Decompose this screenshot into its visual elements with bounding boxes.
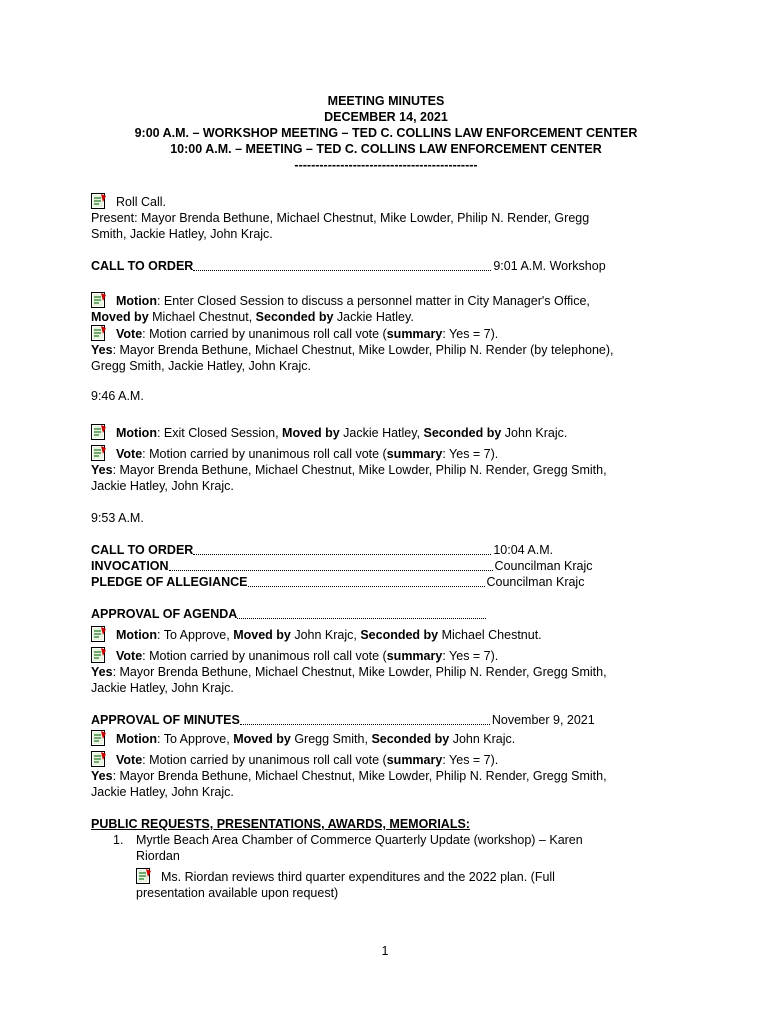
- time-953: 9:53 A.M.: [91, 511, 144, 525]
- header-date: DECEMBER 14, 2021: [324, 110, 448, 124]
- roll-call-line: [91, 193, 681, 210]
- vote-text: : Motion carried by unanimous roll call vote (: [142, 753, 387, 767]
- yes-label: Yes: [91, 769, 113, 783]
- approval-minutes-label: APPROVAL OF MINUTES: [91, 713, 240, 727]
- moved-by-label: Moved by: [91, 310, 149, 324]
- yes-minutes-cont: Jackie Hatley, John Krajc.: [91, 785, 234, 799]
- vote-label: Vote: [116, 753, 143, 767]
- seconded-by-name: John Krajc.: [501, 426, 568, 440]
- list-item-text-cont: Riordan: [136, 849, 180, 863]
- summary-label: summary: [386, 753, 443, 767]
- yes-label: Yes: [91, 665, 113, 679]
- moved-by-name: Gregg Smith,: [290, 732, 372, 746]
- page-number: 1: [381, 944, 389, 958]
- dot-leader: [237, 618, 486, 619]
- dot-leader: [193, 270, 491, 271]
- vote-closed-line: [91, 325, 681, 342]
- roll-call-present: Present: Mayor Brenda Bethune, Michael Chestnut, Mike Lowder, Philip N. Render, Gregg: [91, 211, 590, 225]
- list-item-number: 1.: [113, 833, 124, 847]
- yes-minutes-line: [91, 768, 681, 784]
- vote-agenda-line: [91, 647, 681, 664]
- summary-text: : Yes = 7).: [442, 447, 499, 461]
- motion-label: Motion: [116, 426, 157, 440]
- yes-exit-cont: Jackie Hatley, John Krajc.: [91, 479, 234, 493]
- seconded-by-name: John Krajc.: [449, 732, 516, 746]
- note-icon: [91, 424, 108, 440]
- agenda-row: [91, 542, 681, 558]
- motion-exit-line: [91, 424, 681, 441]
- yes-text: : Mayor Brenda Bethune, Michael Chestnut, Mike Lowder, Philip N. Render, Gregg Smith,: [112, 665, 607, 679]
- header-workshop-line: 9:00 A.M. – WORKSHOP MEETING – TED C. COLLINS LAW ENFORCEMENT CENTER: [134, 126, 638, 140]
- motion-text: : Exit Closed Session,: [156, 426, 283, 440]
- agenda-row-value: Councilman Krajc: [486, 575, 585, 589]
- motion-text: : Enter Closed Session to discuss a personnel matter in City Manager's Office,: [156, 294, 590, 308]
- approval-minutes-heading: [91, 712, 681, 728]
- moved-by-label: Moved by: [282, 426, 340, 440]
- note-icon: [91, 647, 108, 663]
- yes-exit-line: [91, 462, 681, 478]
- motion-label: Motion: [116, 628, 157, 642]
- agenda-row-label: CALL TO ORDER: [91, 543, 194, 557]
- note-icon: [91, 292, 108, 308]
- agenda-row: [91, 558, 681, 574]
- yes-closed-cont: Gregg Smith, Jackie Hatley, John Krajc.: [91, 359, 311, 373]
- header-title: MEETING MINUTES: [327, 94, 445, 108]
- moved-by-label: Moved by: [233, 628, 291, 642]
- vote-text: : Motion carried by unanimous roll call vote (: [142, 649, 387, 663]
- motion-agenda-line: [91, 626, 681, 643]
- dot-leader: [169, 570, 493, 571]
- vote-text: : Motion carried by unanimous roll call vote (: [142, 447, 387, 461]
- agenda-row-value: Councilman Krajc: [494, 559, 593, 573]
- minutes-page: [91, 93, 681, 901]
- agenda-row: [91, 574, 681, 590]
- seconded-by-label: Seconded by: [255, 310, 334, 324]
- note-icon: [91, 445, 108, 461]
- document-header: [91, 93, 681, 173]
- summary-label: summary: [386, 327, 443, 341]
- presentation-note: [136, 868, 681, 885]
- vote-exit-line: [91, 445, 681, 462]
- yes-label: Yes: [91, 463, 113, 477]
- note-icon: [91, 325, 108, 341]
- call-to-order-label: CALL TO ORDER: [91, 259, 194, 273]
- yes-agenda-cont: Jackie Hatley, John Krajc.: [91, 681, 234, 695]
- summary-text: : Yes = 7).: [442, 649, 499, 663]
- header-separator: --------------------------------------------: [294, 158, 478, 172]
- call-to-order-workshop: [91, 258, 681, 274]
- summary-text: : Yes = 7).: [442, 327, 499, 341]
- seconded-by-name: Jackie Hatley.: [333, 310, 414, 324]
- seconded-by-label: Seconded by: [360, 628, 439, 642]
- vote-label: Vote: [116, 327, 143, 341]
- yes-closed-line: [91, 342, 681, 358]
- public-requests-heading: PUBLIC REQUESTS, PRESENTATIONS, AWARDS, MEMORIALS:: [91, 817, 470, 831]
- motion-text: : To Approve,: [156, 628, 234, 642]
- list-item: [113, 832, 681, 901]
- yes-text: : Mayor Brenda Bethune, Michael Chestnut, Mike Lowder, Philip N. Render, Gregg Smith,: [112, 769, 607, 783]
- yes-text: : Mayor Brenda Bethune, Michael Chestnut, Mike Lowder, Philip N. Render, Gregg Smith,: [112, 463, 607, 477]
- motion-minutes-line: [91, 730, 681, 747]
- vote-text: : Motion carried by unanimous roll call vote (: [142, 327, 387, 341]
- note-icon: [91, 193, 108, 209]
- seconded-by-label: Seconded by: [423, 426, 502, 440]
- motion-closed-moved: [91, 309, 681, 325]
- roll-call-present-cont: Smith, Jackie Hatley, John Krajc.: [91, 227, 273, 241]
- header-meeting-line: 10:00 A.M. – MEETING – TED C. COLLINS LAW ENFORCEMENT CENTER: [170, 142, 602, 156]
- note-icon: [91, 730, 108, 746]
- summary-text: : Yes = 7).: [442, 753, 499, 767]
- note-icon: [136, 868, 153, 884]
- list-item-text: Myrtle Beach Area Chamber of Commerce Quarterly Update (workshop) – Karen: [136, 833, 583, 847]
- dot-leader: [193, 554, 491, 555]
- moved-by-name: Michael Chestnut,: [148, 310, 256, 324]
- approval-minutes-value: November 9, 2021: [491, 713, 595, 727]
- agenda-row-value: 10:04 A.M.: [493, 543, 554, 557]
- vote-minutes-line: [91, 751, 681, 768]
- seconded-by-name: Michael Chestnut.: [438, 628, 542, 642]
- summary-label: summary: [386, 649, 443, 663]
- vote-label: Vote: [116, 649, 143, 663]
- roll-call-title: Roll Call.: [116, 195, 167, 209]
- yes-text: : Mayor Brenda Bethune, Michael Chestnut, Mike Lowder, Philip N. Render (by telephone),: [112, 343, 614, 357]
- note-icon: [91, 626, 108, 642]
- summary-label: summary: [386, 447, 443, 461]
- call-to-order-value: 9:01 A.M. Workshop: [493, 259, 606, 273]
- agenda-row-label: INVOCATION: [91, 559, 169, 573]
- seconded-by-label: Seconded by: [371, 732, 450, 746]
- moved-by-name: John Krajc,: [290, 628, 361, 642]
- agenda-row-label: PLEDGE OF ALLEGIANCE: [91, 575, 248, 589]
- motion-label: Motion: [116, 294, 157, 308]
- motion-label: Motion: [116, 732, 157, 746]
- dot-leader: [248, 586, 485, 587]
- yes-agenda-line: [91, 664, 681, 680]
- motion-closed-line: [91, 292, 681, 309]
- moved-by-name: Jackie Hatley,: [339, 426, 424, 440]
- yes-label: Yes: [91, 343, 113, 357]
- moved-by-label: Moved by: [233, 732, 291, 746]
- note-text-cont: presentation available upon request): [136, 886, 339, 900]
- approval-agenda-label: APPROVAL OF AGENDA: [91, 607, 238, 621]
- vote-label: Vote: [116, 447, 143, 461]
- approval-agenda-heading: [91, 606, 681, 622]
- motion-text: : To Approve,: [156, 732, 234, 746]
- time-946: 9:46 A.M.: [91, 389, 144, 403]
- note-text: Ms. Riordan reviews third quarter expenditures and the 2022 plan. (Full: [161, 870, 555, 884]
- dot-leader: [240, 724, 490, 725]
- note-icon: [91, 751, 108, 767]
